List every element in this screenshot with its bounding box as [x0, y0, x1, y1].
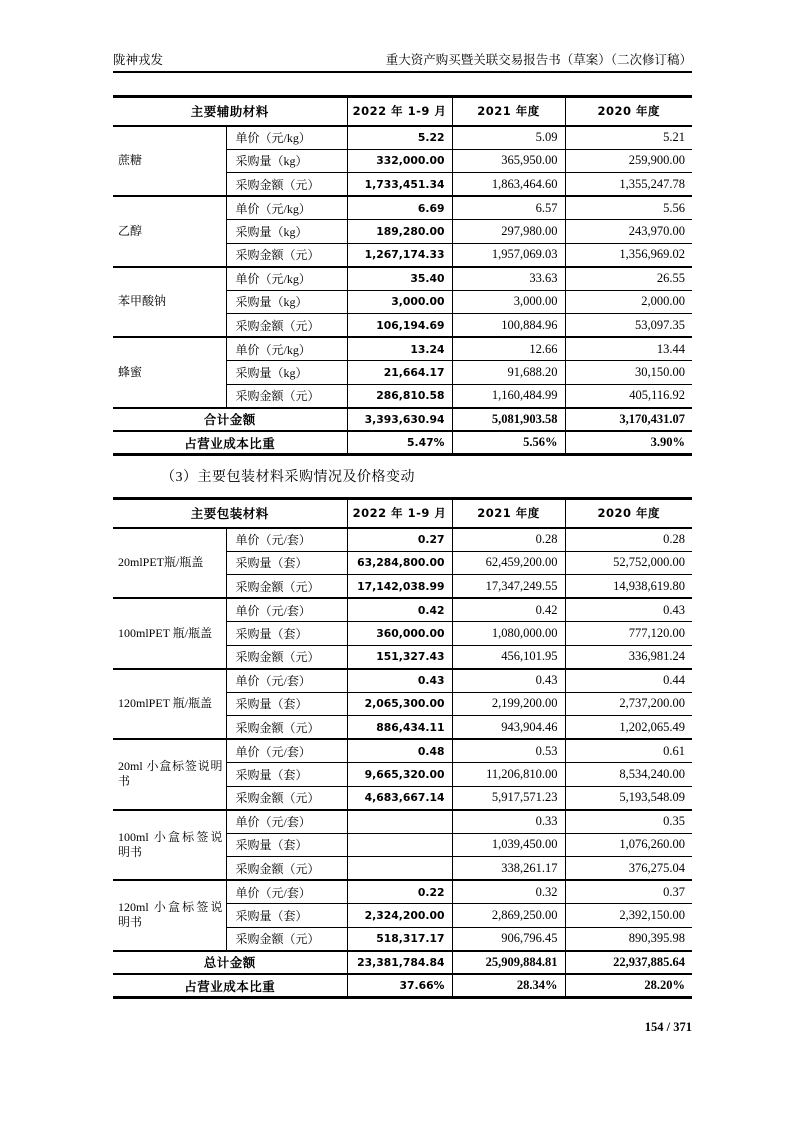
value-2022: 17,142,038.99	[347, 575, 452, 599]
value-2022: 63,284,800.00	[347, 551, 452, 575]
column-header-period: 2021 年度	[452, 499, 565, 528]
value-2020: 1,202,065.49	[565, 716, 692, 740]
value-2022: 332,000.00	[347, 149, 452, 173]
metric-label: 单价（元/套）	[226, 669, 347, 693]
value-2021: 0.33	[452, 810, 565, 834]
metric-label: 单价（元/套）	[226, 528, 347, 552]
value-2022: 0.27	[347, 528, 452, 552]
value-2022: 13.24	[347, 337, 452, 361]
value-2021: 2,199,200.00	[452, 692, 565, 716]
table-row	[113, 598, 692, 622]
metric-label: 单价（元/kg）	[226, 267, 347, 291]
column-header-materials: 主要辅助材料	[113, 97, 347, 126]
material-group	[113, 598, 692, 669]
total-value-2021: 28.34%	[452, 974, 565, 998]
value-2022: 886,434.11	[347, 716, 452, 740]
value-2022	[347, 833, 452, 857]
value-2020: 2,737,200.00	[565, 692, 692, 716]
totals-section	[113, 951, 692, 975]
value-2021: 12.66	[452, 337, 565, 361]
value-2021: 0.42	[452, 598, 565, 622]
metric-label: 采购量（kg）	[226, 290, 347, 314]
table-header-row	[113, 499, 692, 528]
value-2020: 1,356,969.02	[565, 243, 692, 267]
table-head	[113, 499, 692, 528]
value-2022: 1,267,174.33	[347, 243, 452, 267]
table-row	[113, 126, 692, 150]
value-2020: 5,193,548.09	[565, 786, 692, 810]
table-row	[113, 196, 692, 220]
column-header-materials: 主要包装材料	[113, 499, 347, 528]
material-name: 乙醇	[118, 223, 143, 238]
metric-label: 采购金额（元）	[226, 857, 347, 881]
value-2020: 8,534,240.00	[565, 763, 692, 787]
total-label: 占营业成本比重	[184, 979, 276, 994]
value-2021: 91,688.20	[452, 361, 565, 385]
table-row	[113, 528, 692, 552]
metric-label: 采购金额（元）	[226, 716, 347, 740]
value-2022: 2,324,200.00	[347, 904, 452, 928]
value-2021: 338,261.17	[452, 857, 565, 881]
value-2020: 14,938,619.80	[565, 575, 692, 599]
metric-label: 单价（元/套）	[226, 880, 347, 904]
table-row	[113, 810, 692, 834]
auxiliary-materials-table	[113, 95, 692, 456]
header-report-title: 重大资产购买暨关联交易报告书（草案）（二次修订稿）	[385, 53, 692, 67]
value-2020: 5.56	[565, 196, 692, 220]
material-group	[113, 196, 692, 267]
metric-label: 单价（元/kg）	[226, 337, 347, 361]
total-row	[113, 408, 692, 432]
value-2022: 5.22	[347, 126, 452, 150]
value-2021: 2,869,250.00	[452, 904, 565, 928]
value-2022: 189,280.00	[347, 220, 452, 244]
total-label: 占营业成本比重	[184, 436, 276, 451]
material-name: 蜂蜜	[118, 364, 143, 379]
value-2021: 6.57	[452, 196, 565, 220]
value-2022: 151,327.43	[347, 645, 452, 669]
metric-label: 采购金额（元）	[226, 645, 347, 669]
metric-label: 单价（元/kg）	[226, 196, 347, 220]
metric-label: 采购量（套）	[226, 551, 347, 575]
value-2020: 0.44	[565, 669, 692, 693]
totals-section	[113, 974, 692, 998]
value-2022: 286,810.58	[347, 384, 452, 408]
value-2021: 0.28	[452, 528, 565, 552]
value-2020: 0.61	[565, 739, 692, 763]
value-2021: 0.32	[452, 880, 565, 904]
header-company-name: 陇神戎发	[113, 53, 164, 67]
value-2022: 9,665,320.00	[347, 763, 452, 787]
metric-label: 采购量（套）	[226, 622, 347, 646]
metric-label: 采购金额（元）	[226, 575, 347, 599]
value-2020: 2,000.00	[565, 290, 692, 314]
value-2020: 0.28	[565, 528, 692, 552]
value-2022: 106,194.69	[347, 314, 452, 338]
metric-label: 单价（元/套）	[226, 739, 347, 763]
value-2020: 5.21	[565, 126, 692, 150]
value-2021: 1,080,000.00	[452, 622, 565, 646]
value-2020: 890,395.98	[565, 927, 692, 951]
material-group	[113, 528, 692, 599]
value-2020: 52,752,000.00	[565, 551, 692, 575]
total-value-2020: 28.20%	[565, 974, 692, 998]
total-value-2022: 37.66%	[347, 974, 452, 998]
value-2021: 1,957,069.03	[452, 243, 565, 267]
value-2021: 62,459,200.00	[452, 551, 565, 575]
value-2021: 1,160,484.99	[452, 384, 565, 408]
metric-label: 采购量（套）	[226, 692, 347, 716]
page-number: 154 / 371	[644, 1020, 692, 1034]
value-2021: 33.63	[452, 267, 565, 291]
metric-label: 采购量（套）	[226, 763, 347, 787]
section-heading: （3）主要包装材料采购情况及价格变动	[161, 470, 415, 485]
value-2021: 1,863,464.60	[452, 173, 565, 197]
value-2020: 777,120.00	[565, 622, 692, 646]
value-2022: 360,000.00	[347, 622, 452, 646]
value-2021: 365,950.00	[452, 149, 565, 173]
value-2020: 1,076,260.00	[565, 833, 692, 857]
total-label: 合计金额	[203, 413, 256, 428]
table-row	[113, 669, 692, 693]
material-name: 100ml 小盒标签说明书	[118, 829, 223, 859]
totals-section	[113, 431, 692, 455]
value-2022: 0.48	[347, 739, 452, 763]
total-value-2021: 5,081,903.58	[452, 408, 565, 432]
material-group	[113, 880, 692, 951]
value-2020: 0.37	[565, 880, 692, 904]
value-2022: 4,683,667.14	[347, 786, 452, 810]
value-2021: 5.09	[452, 126, 565, 150]
value-2021: 11,206,810.00	[452, 763, 565, 787]
total-label: 总计金额	[203, 956, 256, 971]
value-2020: 53,097.35	[565, 314, 692, 338]
material-name: 100mlPET 瓶/瓶盖	[118, 625, 213, 640]
value-2021: 1,039,450.00	[452, 833, 565, 857]
total-value-2020: 22,937,885.64	[565, 951, 692, 975]
total-value-2021: 5.56%	[452, 431, 565, 455]
value-2021: 17,347,249.55	[452, 575, 565, 599]
material-group	[113, 669, 692, 740]
total-value-2022: 3,393,630.94	[347, 408, 452, 432]
value-2020: 0.35	[565, 810, 692, 834]
table-row	[113, 880, 692, 904]
metric-label: 采购量（kg）	[226, 220, 347, 244]
value-2022: 0.22	[347, 880, 452, 904]
value-2020: 336,981.24	[565, 645, 692, 669]
table-head	[113, 97, 692, 126]
total-value-2021: 25,909,884.81	[452, 951, 565, 975]
value-2020: 259,900.00	[565, 149, 692, 173]
metric-label: 采购金额（元）	[226, 384, 347, 408]
material-group	[113, 739, 692, 810]
value-2021: 0.53	[452, 739, 565, 763]
value-2020: 405,116.92	[565, 384, 692, 408]
material-group	[113, 126, 692, 197]
column-header-period: 2022 年 1-9 月	[347, 97, 452, 126]
value-2020: 26.55	[565, 267, 692, 291]
value-2021: 906,796.45	[452, 927, 565, 951]
value-2022: 1,733,451.34	[347, 173, 452, 197]
value-2022: 0.42	[347, 598, 452, 622]
metric-label: 单价（元/套）	[226, 810, 347, 834]
material-name: 120ml 小盒标签说明书	[118, 900, 223, 930]
value-2022: 0.43	[347, 669, 452, 693]
metric-label: 采购金额（元）	[226, 927, 347, 951]
material-name: 20ml 小盒标签说明书	[118, 759, 223, 789]
metric-label: 采购量（kg）	[226, 361, 347, 385]
value-2021: 456,101.95	[452, 645, 565, 669]
value-2022	[347, 810, 452, 834]
value-2022: 6.69	[347, 196, 452, 220]
value-2020: 13.44	[565, 337, 692, 361]
value-2020: 243,970.00	[565, 220, 692, 244]
value-2020: 30,150.00	[565, 361, 692, 385]
total-row	[113, 431, 692, 455]
metric-label: 采购金额（元）	[226, 173, 347, 197]
table-row	[113, 739, 692, 763]
material-group	[113, 337, 692, 408]
column-header-period: 2022 年 1-9 月	[347, 499, 452, 528]
value-2020: 376,275.04	[565, 857, 692, 881]
running-header	[113, 50, 692, 73]
value-2022: 21,664.17	[347, 361, 452, 385]
total-value-2022: 5.47%	[347, 431, 452, 455]
material-name: 苯甲酸钠	[118, 294, 167, 309]
value-2021: 100,884.96	[452, 314, 565, 338]
metric-label: 单价（元/套）	[226, 598, 347, 622]
value-2021: 0.43	[452, 669, 565, 693]
column-header-period: 2021 年度	[452, 97, 565, 126]
value-2021: 297,980.00	[452, 220, 565, 244]
table-row	[113, 337, 692, 361]
value-2022: 3,000.00	[347, 290, 452, 314]
column-header-period: 2020 年度	[565, 97, 692, 126]
table-header-row	[113, 97, 692, 126]
metric-label: 采购量（套）	[226, 833, 347, 857]
total-value-2020: 3.90%	[565, 431, 692, 455]
metric-label: 单价（元/kg）	[226, 126, 347, 150]
total-row	[113, 951, 692, 975]
value-2020: 0.43	[565, 598, 692, 622]
total-value-2022: 23,381,784.84	[347, 951, 452, 975]
total-row	[113, 974, 692, 998]
metric-label: 采购金额（元）	[226, 786, 347, 810]
material-group	[113, 267, 692, 338]
value-2021: 943,904.46	[452, 716, 565, 740]
metric-label: 采购量（套）	[226, 904, 347, 928]
material-name: 20mlPET瓶/瓶盖	[118, 555, 204, 570]
value-2022: 2,065,300.00	[347, 692, 452, 716]
table-row	[113, 267, 692, 291]
column-header-period: 2020 年度	[565, 499, 692, 528]
value-2022	[347, 857, 452, 881]
value-2020: 1,355,247.78	[565, 173, 692, 197]
total-value-2020: 3,170,431.07	[565, 408, 692, 432]
value-2020: 2,392,150.00	[565, 904, 692, 928]
value-2022: 518,317.17	[347, 927, 452, 951]
value-2021: 3,000.00	[452, 290, 565, 314]
metric-label: 采购金额（元）	[226, 243, 347, 267]
metric-label: 采购金额（元）	[226, 314, 347, 338]
material-name: 120mlPET 瓶/瓶盖	[118, 696, 213, 711]
value-2022: 35.40	[347, 267, 452, 291]
metric-label: 采购量（kg）	[226, 149, 347, 173]
material-group	[113, 810, 692, 881]
value-2021: 5,917,571.23	[452, 786, 565, 810]
totals-section	[113, 408, 692, 432]
packaging-materials-table	[113, 497, 692, 999]
material-name: 蔗糖	[118, 153, 143, 168]
